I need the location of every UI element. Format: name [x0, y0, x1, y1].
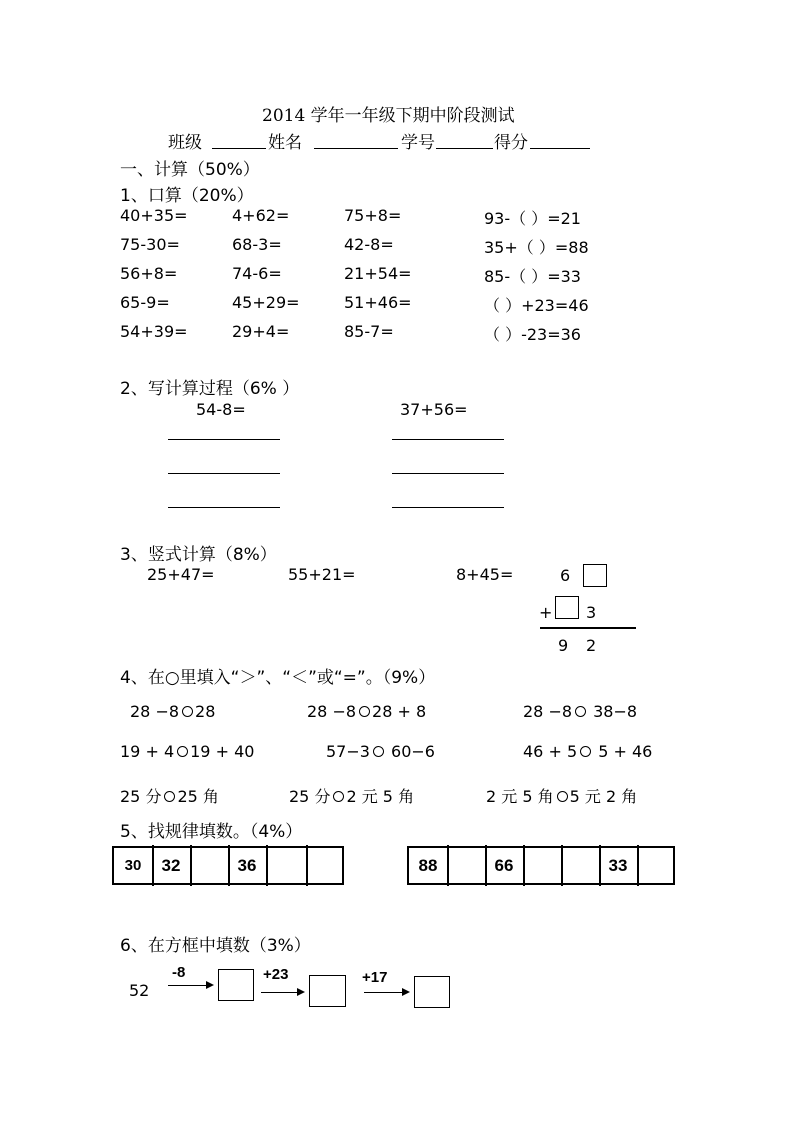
- process-expr: 37+56=: [400, 400, 468, 419]
- oral-item: 75+8=: [344, 206, 402, 225]
- compare-item: 28 −8 28: [130, 702, 216, 721]
- vertical-expr: 25+47=: [147, 565, 215, 584]
- circle-blank[interactable]: [373, 746, 384, 757]
- seq-cell-blank[interactable]: [266, 848, 306, 883]
- oral-item: 85-（ ）=33: [484, 267, 581, 286]
- compare-item: 19 + 4 19 + 40: [120, 742, 255, 761]
- circle-blank[interactable]: [177, 746, 188, 757]
- oral-item: 29+4=: [232, 322, 290, 341]
- compare-heading: 4、在○里填入“＞”、“＜”或“=”。（9%）: [120, 668, 436, 688]
- seq-cell-blank[interactable]: [637, 848, 673, 883]
- compare-item: 46 + 5 5 + 46: [523, 742, 653, 761]
- answer-box[interactable]: [414, 976, 450, 1008]
- seq-cell-blank[interactable]: [447, 848, 485, 883]
- oral-item: 51+46=: [344, 293, 412, 312]
- oral-item: 35+（ ）=88: [484, 238, 589, 257]
- step-label: +17: [362, 969, 388, 986]
- seq-cell: 30: [124, 857, 142, 874]
- arrow-line: [168, 985, 208, 986]
- section-heading: 一、计算（50%）: [120, 160, 260, 180]
- oral-item: 40+35=: [120, 206, 188, 225]
- seq-cell: 36: [237, 855, 257, 875]
- oral-item: 21+54=: [344, 264, 412, 283]
- oral-item: 93-（ ）=21: [484, 209, 581, 228]
- compare-item: 2 元 5 角 5 元 2 角: [486, 787, 638, 806]
- process-expr: 54-8=: [196, 400, 246, 419]
- oral-item: 56+8=: [120, 264, 178, 283]
- circle-blank[interactable]: [359, 706, 370, 717]
- answer-line[interactable]: [168, 439, 280, 440]
- puzzle-digit: 2: [586, 636, 597, 655]
- compare-item: 25 分 2 元 5 角: [289, 787, 415, 806]
- answer-box[interactable]: [583, 564, 607, 587]
- compare-item: 28 −8 38−8: [523, 702, 638, 721]
- vertical-heading: 3、竖式计算（8%）: [120, 545, 277, 565]
- seq-cell: 66: [494, 855, 514, 875]
- seq-cell-blank[interactable]: [306, 848, 342, 883]
- oral-heading: 1、口算（20%）: [120, 186, 254, 206]
- start-number: 52: [129, 981, 150, 1000]
- page-title: 2014 学年一年级下期中阶段测试: [262, 106, 515, 126]
- puzzle-digit: 6: [560, 566, 571, 585]
- seq-cell: 32: [161, 855, 181, 875]
- seq-cell-blank[interactable]: [561, 848, 599, 883]
- step-label: -8: [172, 964, 186, 981]
- arrow-right-icon: [206, 981, 214, 989]
- answer-line[interactable]: [168, 473, 280, 474]
- pattern-sequence-1: [112, 846, 344, 885]
- id-label: 学号: [401, 133, 435, 153]
- circle-blank[interactable]: [333, 791, 344, 802]
- name-blank[interactable]: [314, 148, 398, 149]
- circle-blank[interactable]: [182, 706, 193, 717]
- oral-item: （ ）+23=46: [484, 296, 589, 315]
- seq-cell-blank[interactable]: [190, 848, 228, 883]
- circle-blank[interactable]: [575, 706, 586, 717]
- compare-item: 28 −8 28 + 8: [307, 702, 427, 721]
- pattern-sequence-2: [407, 846, 675, 885]
- compare-item: 25 分 25 角: [120, 787, 219, 806]
- answer-line[interactable]: [392, 439, 504, 440]
- arrow-line: [364, 992, 404, 993]
- score-label: 得分: [494, 133, 528, 153]
- oral-item: （ ）-23=36: [484, 325, 581, 344]
- oral-item: 42-8=: [344, 235, 394, 254]
- answer-line[interactable]: [168, 507, 280, 508]
- arrow-right-icon: [297, 988, 305, 996]
- name-label: 姓名: [268, 133, 302, 153]
- class-label: 班级: [168, 133, 202, 153]
- puzzle-digit: 3: [586, 603, 597, 622]
- oral-item: 65-9=: [120, 293, 170, 312]
- id-blank[interactable]: [436, 148, 493, 149]
- seq-cell: 88: [418, 855, 438, 875]
- oral-item: 74-6=: [232, 264, 282, 283]
- answer-box[interactable]: [309, 975, 346, 1007]
- oral-item: 4+62=: [232, 206, 290, 225]
- oral-item: 54+39=: [120, 322, 188, 341]
- sum-line: [540, 627, 636, 629]
- circle-blank[interactable]: [164, 791, 175, 802]
- vertical-expr: 8+45=: [456, 565, 514, 584]
- circle-blank[interactable]: [557, 791, 568, 802]
- answer-box[interactable]: [218, 969, 254, 1001]
- oral-item: 85-7=: [344, 322, 394, 341]
- answer-line[interactable]: [392, 507, 504, 508]
- process-heading: 2、写计算过程（6% ）: [120, 379, 300, 399]
- plus-sign: +: [539, 603, 553, 622]
- arrow-right-icon: [402, 988, 410, 996]
- pattern-heading: 5、找规律填数。（4%）: [120, 822, 303, 842]
- step-label: +23: [263, 966, 289, 983]
- arrow-line: [261, 992, 299, 993]
- answer-line[interactable]: [392, 473, 504, 474]
- oral-item: 75-30=: [120, 235, 180, 254]
- puzzle-digit: 9: [558, 636, 569, 655]
- seq-cell: 33: [608, 855, 628, 875]
- circle-blank[interactable]: [580, 746, 591, 757]
- vertical-expr: 55+21=: [288, 565, 356, 584]
- seq-cell-blank[interactable]: [523, 848, 561, 883]
- compare-item: 57−3 60−6: [326, 742, 435, 761]
- answer-box[interactable]: [555, 596, 579, 619]
- class-blank[interactable]: [212, 148, 266, 149]
- fill-heading: 6、在方框中填数（3%）: [120, 936, 311, 956]
- score-blank[interactable]: [530, 148, 590, 149]
- oral-item: 68-3=: [232, 235, 282, 254]
- oral-item: 45+29=: [232, 293, 300, 312]
